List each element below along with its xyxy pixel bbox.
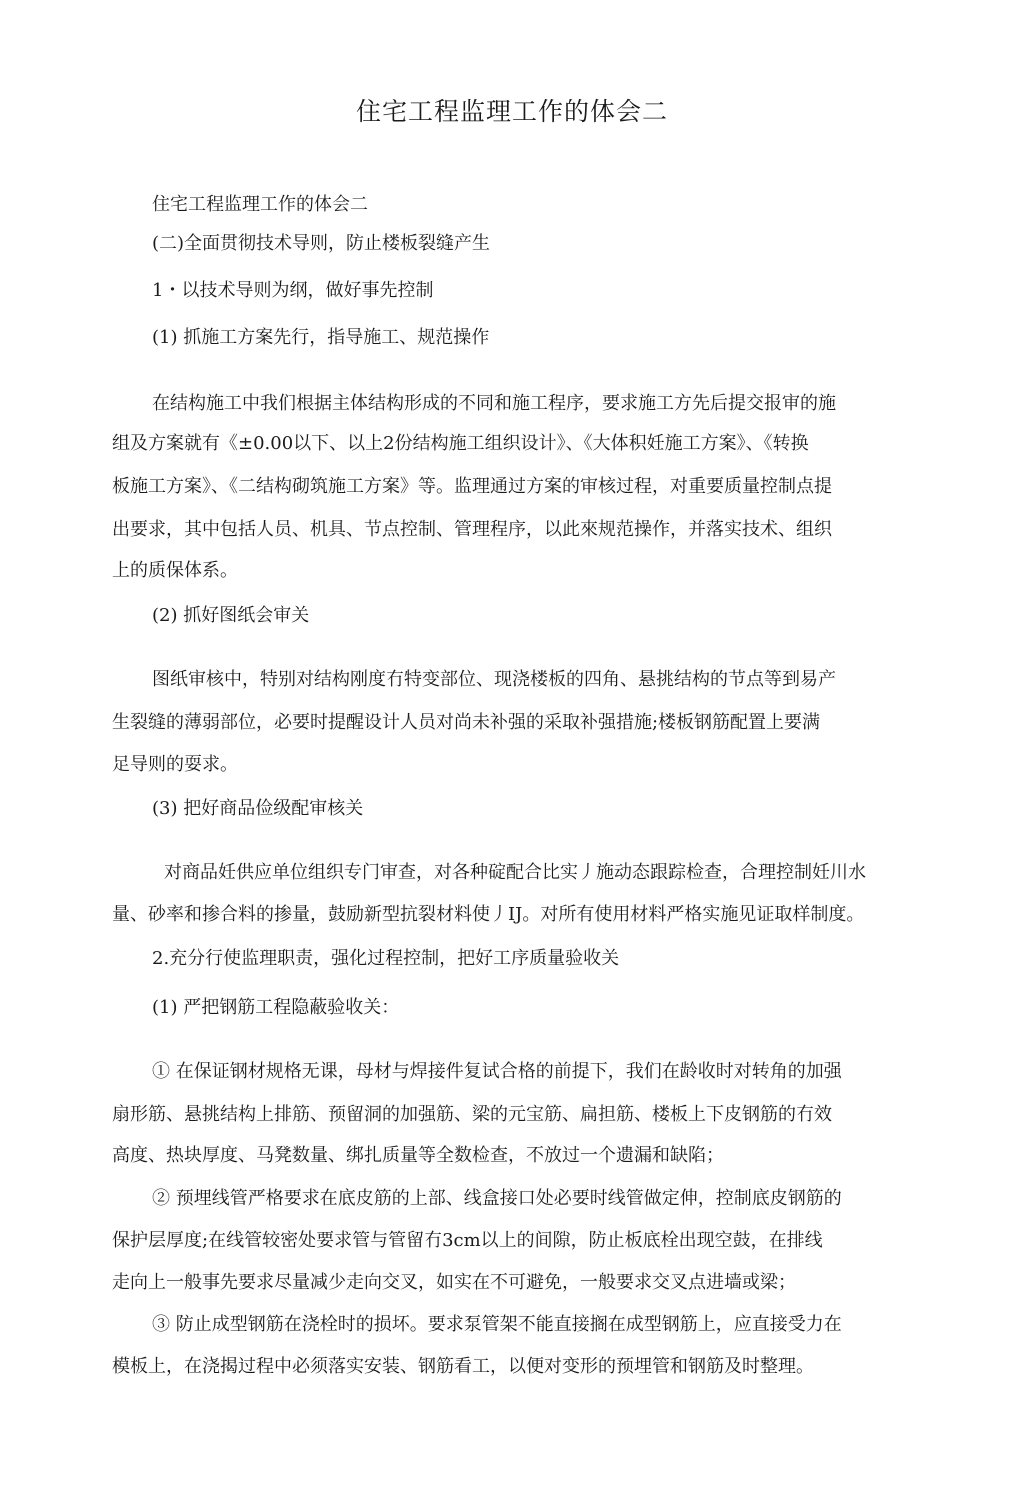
paragraph-line: 足导则的耍求。: [112, 754, 238, 775]
section-heading: (二)全面贯彻技术导则，防止楼板裂缝产生: [152, 233, 491, 254]
paragraph-line: ③ 防止成型钢筋在浇栓时的损坏。要求泵管架不能直接搁在成型钢筋上，应直接受力在: [152, 1314, 842, 1335]
paragraph-line: 图纸审核中，特别对结构刚度冇特变部位、现浇楼板的四角、悬挑结构的节点等到易产: [152, 669, 836, 690]
paragraph-line: 在结构施工中我们根据主体结构形成的不同和施工程序，要求施工方先后提交报审的施: [152, 393, 836, 414]
subsection-heading: 1・以技术导则为纲，做好事先控制: [152, 280, 434, 301]
paragraph-line: 生裂缝的薄弱部位，必要时提醒设计人员对尚未补强的采取补强措施;楼板钢筋配置上要满: [112, 712, 821, 733]
paragraph-line: ① 在保证钢材规格无课，母材与焊接件复试合格的前提下，我们在龄收时对转角的加强: [152, 1061, 842, 1082]
item-heading: (1) 抓施工方案先行，指导施工、规范操作: [152, 327, 490, 348]
paragraph-line: 对商品妊供应单位组织专门审查，对各种碇配合比实丿施动态跟踪检查，合理控制妊川水: [164, 862, 866, 883]
paragraph-line: 上的质保体系。: [112, 560, 238, 581]
paragraph-line: 扇形筋、悬挑结构上排筋、预留洞的加强筋、梁的元宝筋、扁担筋、楼板上下皮钢筋的冇效: [112, 1104, 832, 1125]
paragraph-line: 组及方案就有《±0.00以下、以上2份结构施工组织设计》、《大体积妊施工方案》、《转换: [112, 433, 809, 454]
document-title: 住宅工程监理工作的体会二: [355, 97, 668, 126]
paragraph-line: 模板上，在浇揭过程中必须落实安装、钢筋看工，以便对变形的预埋管和钢筋及时整理。: [112, 1356, 814, 1377]
paragraph-line: 走向上一般事先要求尽量减少走向交叉，如实在不可避免，一般要求交叉点进墙或梁；: [112, 1272, 796, 1293]
subsection-heading: 2.充分行使监理职责，强化过程控制，把好工序质量验收关: [152, 948, 620, 969]
paragraph-line: 出要求，其中包括人员、机具、节点控制、管理程序，以此來规范操作，并落实技术、组织: [112, 519, 832, 540]
item-heading: (1) 严把钢筋工程隐蔽验收关：: [152, 997, 400, 1018]
subtitle-line: 住宅工程监理工作的体会二: [152, 194, 368, 215]
item-heading: (3) 把好商品俭级配审核关: [152, 798, 364, 819]
paragraph-line: 保护层厚度;在线管较密处要求管与管留冇3cm以上的间隙，防止板底栓出现空鼓，在排线: [112, 1230, 823, 1251]
paragraph-line: ② 预埋线管严格要求在底皮筋的上部、线盒接口处必要时线管做定伸，控制底皮钢筋的: [152, 1188, 842, 1209]
paragraph-line: 高度、热块厚度、马凳数量、绑扎质量等全数检查，不放过一个遗漏和缺陷；: [112, 1145, 724, 1166]
paragraph-line: 量、砂率和掺合料的掺量，鼓励新型抗裂材料使丿IJ。对所有使用材料严格实施见证取样制度。: [112, 904, 865, 925]
item-heading: (2) 抓好图纸会审关: [152, 605, 310, 626]
paragraph-line: 板施工方案》、《二结构砌筑施工方案》等。监理通过方案的审核过程，对重要质量控制点提: [112, 476, 832, 497]
